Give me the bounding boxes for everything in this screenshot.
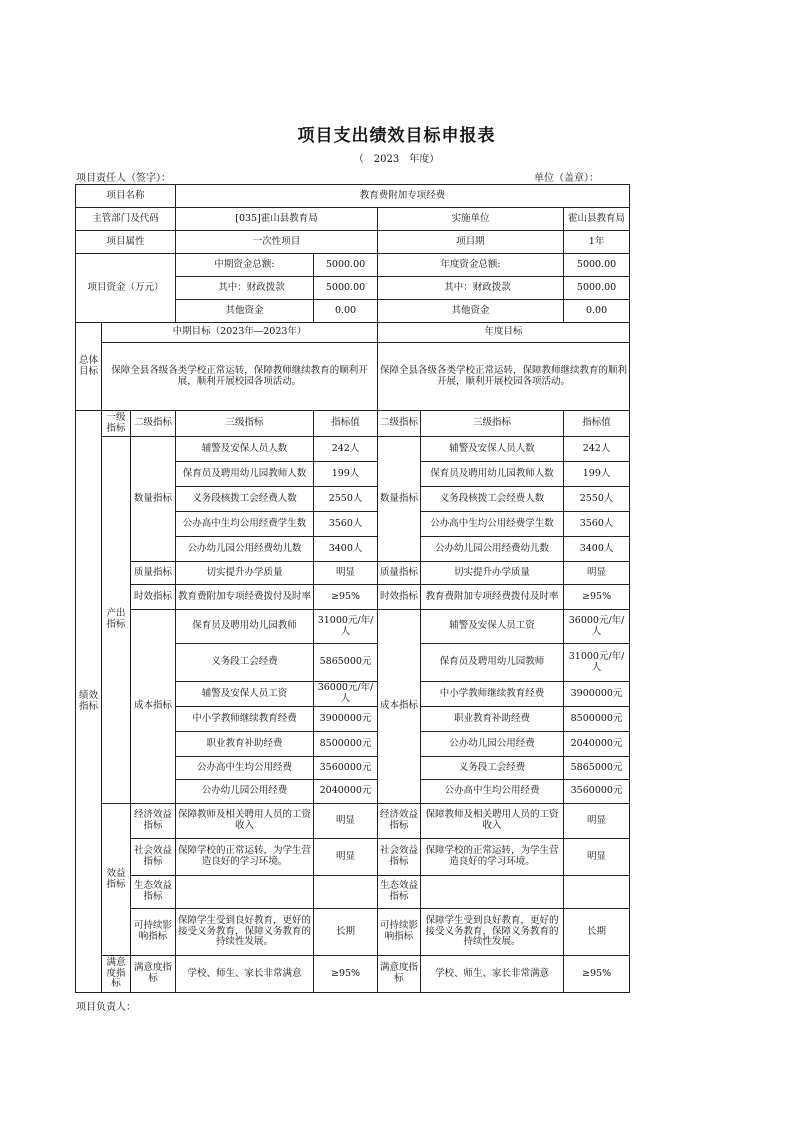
mid-goal-header: 中期目标（2023年—2023年） (102, 323, 378, 343)
indicator-value: 3560人 (564, 512, 630, 537)
indicator-name-empty (176, 876, 314, 909)
year-level3-header: 三级指标 (421, 411, 564, 437)
indicator-value: 2550人 (564, 487, 630, 512)
indicator-name: 公办幼儿园公用经费幼儿数 (421, 537, 564, 562)
year-quantity-indicators-label: 数量指标 (378, 437, 421, 562)
project-period-label: 项目期 (378, 231, 564, 254)
performance-goal-table (75, 184, 630, 993)
year-total-value: 5000.00 (564, 254, 630, 277)
year-ecological-benefit-label: 生态效益指标 (378, 876, 421, 909)
indicator-value: 242人 (314, 437, 378, 462)
indicator-name: 切实提升办学质量 (421, 562, 564, 585)
indicator-value: 3560人 (314, 512, 378, 537)
indicator-value: 明显 (314, 804, 378, 839)
indicator-value: ≥95% (564, 585, 630, 610)
indicator-name: 公办幼儿园公用经费 (176, 780, 314, 804)
performance-indicators-label: 绩效指标 (76, 411, 102, 993)
indicator-name: 辅警及安保人员工资 (176, 682, 314, 707)
indicator-value: 3900000元 (314, 707, 378, 732)
indicator-name: 公办高中生均公用经费学生数 (421, 512, 564, 537)
project-name-label: 项目名称 (76, 185, 176, 208)
project-owner-label: 项目负责人： (76, 1002, 136, 1013)
satisfaction-level1-label: 满意度指标 (102, 956, 131, 993)
indicator-value: 199人 (564, 462, 630, 487)
indicator-name: 中小学教师继续教育经费 (421, 682, 564, 707)
unit-seal-label: 单位（盖章）： (534, 173, 599, 184)
indicator-value: 5865000元 (314, 644, 378, 682)
indicator-name: 切实提升办学质量 (176, 562, 314, 585)
indicator-name: 辅警及安保人员人数 (176, 437, 314, 462)
indicator-name: 教育费附加专项经费拨付及时率 (421, 585, 564, 610)
year-other-label: 其他资金 (378, 300, 564, 323)
indicator-name: 公办高中生均公用经费 (421, 780, 564, 804)
output-indicators-label: 产出指标 (102, 437, 131, 804)
indicator-value: 2040000元 (564, 732, 630, 757)
department-label: 主管部门及代码 (76, 208, 176, 231)
indicator-value: 明显 (564, 804, 630, 839)
economic-benefit-label: 经济效益指标 (131, 804, 176, 839)
cost-indicators-label: 成本指标 (131, 610, 176, 804)
indicator-name: 公办高中生均公用经费学生数 (176, 512, 314, 537)
department-value: [035]霍山县教育局 (176, 208, 378, 231)
social-benefit-label: 社会效益指标 (131, 839, 176, 876)
year-other-value: 0.00 (564, 300, 630, 323)
mid-fiscal-value: 5000.00 (314, 277, 378, 300)
mid-fiscal-label: 其中：财政拨款 (176, 277, 314, 300)
project-funds-label: 项目资金（万元） (76, 254, 176, 323)
indicator-value: 长期 (314, 909, 378, 956)
overall-goal-label: 总体目标 (76, 323, 102, 411)
indicator-value: 明显 (314, 839, 378, 876)
ecological-benefit-label: 生态效益指标 (131, 876, 176, 909)
indicator-name: 义务段工会经费 (176, 644, 314, 682)
indicator-value: 31000元/年/人 (314, 610, 378, 644)
indicator-name-empty (421, 876, 564, 909)
indicator-value: 36000元/年/人 (314, 682, 378, 707)
indicator-name: 保障学生受到良好教育，更好的接受义务教育，保障义务教育的持续性发展。 (176, 909, 314, 956)
indicator-value: 5865000元 (564, 757, 630, 780)
year-economic-benefit-label: 经济效益指标 (378, 804, 421, 839)
mid-goal-text: 保障全县各级各类学校正常运转，保障教师继续教育的顺利开展，顺利开展校园各项活动。 (102, 343, 378, 411)
year-sustainable-impact-label: 可持续影响指标 (378, 909, 421, 956)
level3-header: 三级指标 (176, 411, 314, 437)
indicator-name: 教育费附加专项经费拨付及时率 (176, 585, 314, 610)
indicator-value-empty (314, 876, 378, 909)
year-fiscal-label: 其中：财政拨款 (378, 277, 564, 300)
indicator-name: 公办幼儿园公用经费 (421, 732, 564, 757)
indicator-name: 保育员及聘用幼儿园教师人数 (421, 462, 564, 487)
indicator-name: 保障学生受到良好教育，更好的接受义务教育，保障义务教育的持续性发展。 (421, 909, 564, 956)
indicator-name: 保育员及聘用幼儿园教师 (421, 644, 564, 682)
year-goal-header: 年度目标 (378, 323, 630, 343)
indicator-value: 明显 (564, 562, 630, 585)
year-social-benefit-label: 社会效益指标 (378, 839, 421, 876)
indicator-value: 8500000元 (314, 732, 378, 757)
mid-total-value: 5000.00 (314, 254, 378, 277)
mid-other-label: 其他资金 (176, 300, 314, 323)
mid-total-label: 中期资金总额: (176, 254, 314, 277)
indicator-value: 3560000元 (314, 757, 378, 780)
page-title: 项目支出绩效目标申报表 (297, 126, 496, 146)
indicator-value: 242人 (564, 437, 630, 462)
mid-other-value: 0.00 (314, 300, 378, 323)
year-value-header: 指标值 (564, 411, 630, 437)
level1-header: 一级指标 (102, 411, 131, 437)
indicator-name: 公办高中生均公用经费 (176, 757, 314, 780)
indicator-value: 明显 (564, 839, 630, 876)
indicator-name: 义务段工会经费 (421, 757, 564, 780)
sustainable-impact-label: 可持续影响指标 (131, 909, 176, 956)
indicator-value: 明显 (314, 562, 378, 585)
indicator-name: 保障教师及相关聘用人员的工资收入 (421, 804, 564, 839)
indicator-value: 3400人 (564, 537, 630, 562)
year-quality-indicators-label: 质量指标 (378, 562, 421, 585)
year-level2-header: 二级指标 (378, 411, 421, 437)
indicator-name: 辅警及安保人员人数 (421, 437, 564, 462)
project-name: 教育费附加专项经费 (176, 185, 630, 208)
indicator-name: 公办幼儿园公用经费幼儿数 (176, 537, 314, 562)
indicator-name: 保育员及聘用幼儿园教师 (176, 610, 314, 644)
indicator-name: 保障学校的正常运转，为学生营造良好的学习环境。 (421, 839, 564, 876)
indicator-name: 义务段核拨工会经费人数 (421, 487, 564, 512)
indicator-name: 保育员及聘用幼儿园教师人数 (176, 462, 314, 487)
indicator-value: 199人 (314, 462, 378, 487)
indicator-value: ≥95% (314, 956, 378, 993)
indicator-value: 36000元/年/人 (564, 610, 630, 644)
value-header: 指标值 (314, 411, 378, 437)
indicator-name: 保障学校的正常运转，为学生营造良好的学习环境。 (176, 839, 314, 876)
satisfaction-indicators-label: 满意度指标 (131, 956, 176, 993)
indicator-name: 义务段核拨工会经费人数 (176, 487, 314, 512)
indicator-value: 3400人 (314, 537, 378, 562)
implementing-unit-value: 霍山县教育局 (564, 208, 630, 231)
indicator-name: 职业教育补助经费 (176, 732, 314, 757)
year-satisfaction-indicators-label: 满意度指标 (378, 956, 421, 993)
indicator-name: 保障教师及相关聘用人员的工资收入 (176, 804, 314, 839)
year-timeliness-indicators-label: 时效指标 (378, 585, 421, 610)
indicator-value: 8500000元 (564, 707, 630, 732)
indicator-value: ≥95% (564, 956, 630, 993)
quantity-indicators-label: 数量指标 (131, 437, 176, 562)
indicator-value: 31000元/年/人 (564, 644, 630, 682)
indicator-value: 长期 (564, 909, 630, 956)
timeliness-indicators-label: 时效指标 (131, 585, 176, 610)
level2-header: 二级指标 (131, 411, 176, 437)
project-attribute-label: 项目属性 (76, 231, 176, 254)
indicator-value: 2550人 (314, 487, 378, 512)
indicator-value: ≥95% (314, 585, 378, 610)
indicator-name: 学校、师生、家长非常满意 (176, 956, 314, 993)
indicator-value: 2040000元 (314, 780, 378, 804)
report-year: （ 2023 年度） (353, 154, 440, 165)
indicator-value: 3560000元 (564, 780, 630, 804)
project-period-value: 1年 (564, 231, 630, 254)
indicator-name: 职业教育补助经费 (421, 707, 564, 732)
responsible-signature-label: 项目责任人（签字）： (76, 173, 171, 184)
indicator-name: 中小学教师继续教育经费 (176, 707, 314, 732)
quality-indicators-label: 质量指标 (131, 562, 176, 585)
year-goal-text: 保障全县各级各类学校正常运转，保障教师继续教育的顺利开展，顺利开展校园各项活动。 (378, 343, 630, 411)
project-attribute-value: 一次性项目 (176, 231, 378, 254)
year-total-label: 年度资金总额: (378, 254, 564, 277)
indicator-name: 学校、师生、家长非常满意 (421, 956, 564, 993)
implementing-unit-label: 实施单位 (378, 208, 564, 231)
indicator-name: 辅警及安保人员工资 (421, 610, 564, 644)
year-fiscal-value: 5000.00 (564, 277, 630, 300)
indicator-value: 3900000元 (564, 682, 630, 707)
indicator-value-empty (564, 876, 630, 909)
year-cost-indicators-label: 成本指标 (378, 610, 421, 804)
benefit-indicators-label: 效益指标 (102, 804, 131, 956)
